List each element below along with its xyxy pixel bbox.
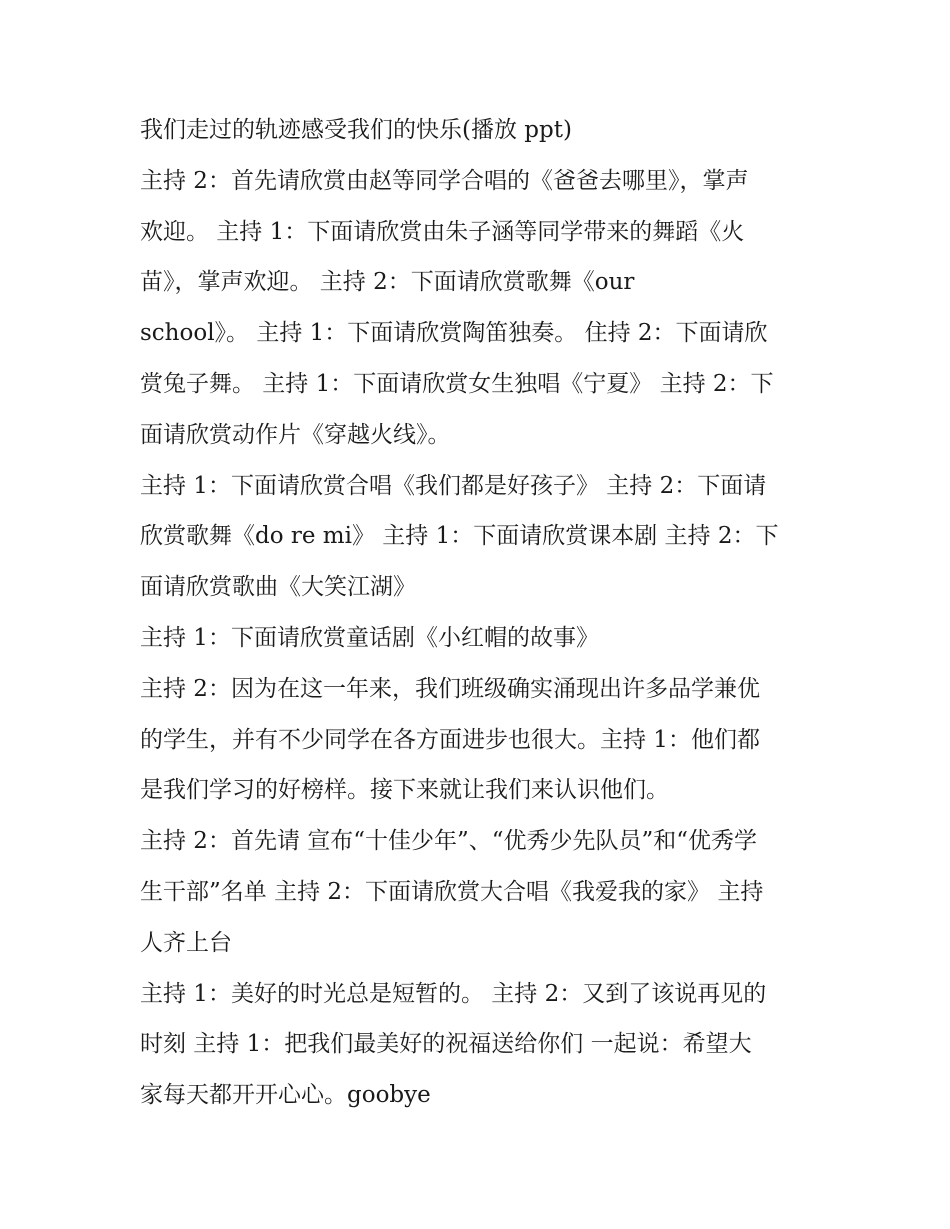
text-line: 面请欣赏歌曲《大笑江湖》 — [140, 574, 416, 601]
text-line: school》。 主持 1：下面请欣赏陶笛独奏。 住持 2：下面请欣 — [140, 320, 768, 347]
text-line: 时刻 主持 1：把我们最美好的祝福送给你们 一起说：希望大 — [140, 1031, 752, 1058]
text-line: 主持 1：下面请欣赏童话剧《小红帽的故事》 — [140, 624, 599, 651]
text-line: 是我们学习的好榜样。接下来就让我们来认识他们。 — [140, 777, 669, 804]
text-line: 人齐上台 — [140, 929, 232, 956]
text-line: 的学生，并有不少同学在各方面进步也很大。主持 1：他们都 — [140, 726, 760, 753]
document-body — [140, 105, 810, 1121]
text-line: 主持 2：首先请 宣布“十佳少年”、“优秀少先队员”和“优秀学 — [140, 828, 758, 855]
text-line: 苗》，掌声欢迎。 主持 2：下面请欣赏歌舞《our — [140, 269, 635, 296]
text-line: 欣赏歌舞《do re mi》 主持 1：下面请欣赏课本剧 主持 2：下 — [140, 523, 779, 550]
text-line: 赏兔子舞。 主持 1：下面请欣赏女生独唱《宁夏》 主持 2：下 — [140, 370, 774, 397]
text-line: 主持 1：下面请欣赏合唱《我们都是好孩子》 主持 2：下面请 — [140, 472, 767, 499]
text-line: 面请欣赏动作片《穿越火线》。 — [140, 421, 451, 448]
text-line: 我们走过的轨迹感受我们的快乐(播放 ppt) — [140, 117, 572, 143]
text-line: 生干部”名单 主持 2：下面请欣赏大合唱《我爱我的家》 主持 — [140, 878, 764, 905]
text-line: 欢迎。 主持 1：下面请欣赏由朱子涵等同学带来的舞蹈《火 — [140, 218, 745, 245]
text-line: 主持 2：因为在这一年来，我们班级确实涌现出许多品学兼优 — [140, 675, 760, 702]
text-line: 主持 1：美好的时光总是短暂的。 主持 2：又到了该说再见的 — [140, 980, 767, 1007]
text-line: 家每天都开开心心。goobye — [140, 1082, 431, 1109]
text-line: 主持 2：首先请欣赏由赵等同学合唱的《爸爸去哪里》，掌声 — [140, 167, 749, 194]
